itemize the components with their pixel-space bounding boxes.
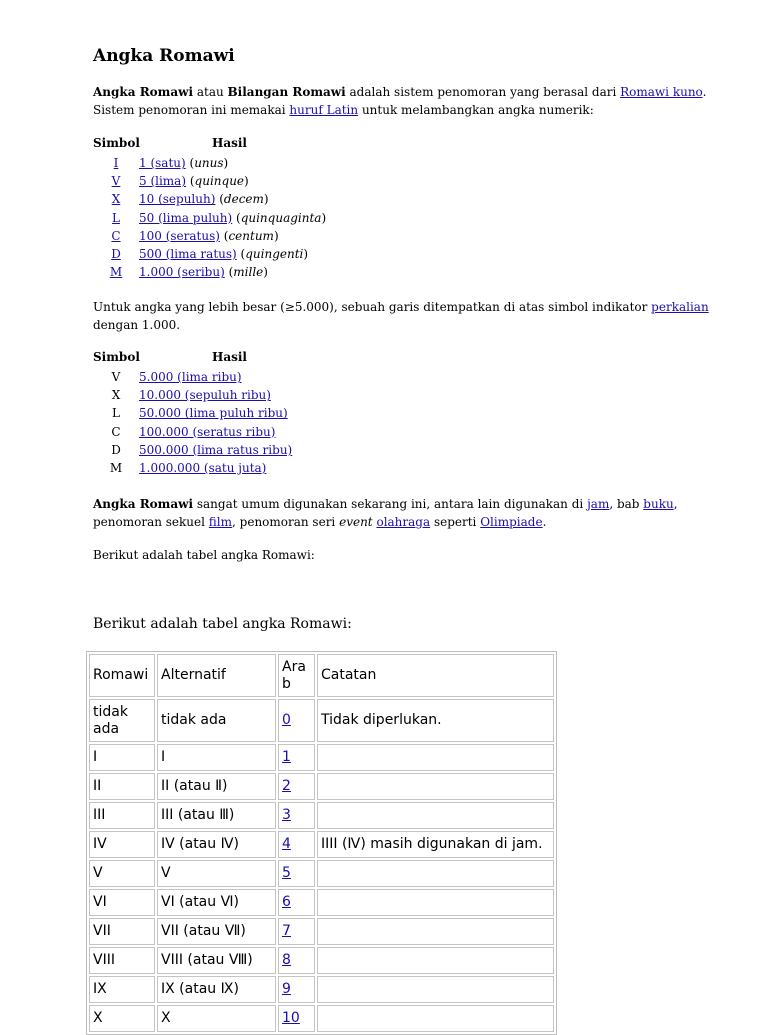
result-cell bbox=[139, 190, 326, 208]
header-symbol: Simbol bbox=[93, 136, 140, 150]
paragraph-large-numbers bbox=[93, 299, 709, 334]
table-caption: Berikut adalah tabel angka Romawi: bbox=[93, 616, 352, 632]
symbol-row bbox=[93, 209, 326, 227]
latin-name: unus bbox=[194, 156, 224, 170]
cell-catatan bbox=[317, 860, 554, 887]
cell-arab bbox=[278, 860, 315, 887]
value-link[interactable]: 100.000 (seratus ribu) bbox=[139, 424, 276, 439]
latin-name: mille bbox=[233, 265, 264, 280]
paragraph-table-intro: Berikut adalah tabel angka Romawi: bbox=[93, 548, 315, 562]
symbol-row bbox=[93, 386, 292, 404]
arab-number-link[interactable]: 3 bbox=[282, 807, 291, 823]
paragraph-text: penomoran sekuel bbox=[93, 514, 209, 529]
table-row bbox=[89, 831, 554, 858]
arab-number-link[interactable]: 10 bbox=[282, 1010, 300, 1026]
paragraph-text: , bbox=[673, 497, 678, 511]
symbol-overlined: M bbox=[109, 460, 123, 475]
table-row bbox=[89, 860, 554, 887]
symbol-row bbox=[93, 441, 292, 459]
cell-catatan bbox=[317, 744, 554, 771]
symbol-table-header bbox=[93, 350, 292, 368]
intro-text: adalah sistem penomoran yang berasal dari bbox=[345, 85, 621, 99]
arab-number-link[interactable]: 5 bbox=[282, 865, 291, 881]
symbol-row bbox=[93, 172, 326, 190]
table-row bbox=[89, 699, 554, 742]
cell-arab bbox=[278, 744, 315, 771]
header-arab: Ara b bbox=[278, 654, 315, 697]
arab-number-link[interactable]: 4 bbox=[282, 836, 291, 852]
cell-catatan: IIII (Ⅳ) masih digunakan di jam. bbox=[317, 831, 554, 858]
cell-catatan bbox=[317, 947, 554, 974]
table-row bbox=[89, 947, 554, 974]
arab-number-link[interactable]: 2 bbox=[282, 778, 291, 794]
paren-close: ) bbox=[263, 192, 269, 207]
cell-arab bbox=[278, 699, 315, 742]
latin-name: quinque bbox=[194, 174, 245, 189]
result-cell bbox=[139, 459, 292, 477]
symbol-table-1 bbox=[93, 136, 326, 281]
symbol-link[interactable]: M bbox=[109, 265, 123, 280]
symbol-row bbox=[93, 404, 292, 422]
symbol-table-2 bbox=[93, 350, 292, 477]
value-link[interactable]: 10 (sepuluh) bbox=[139, 192, 216, 207]
result-cell bbox=[139, 263, 326, 281]
cell-romawi: tidak ada bbox=[89, 699, 155, 742]
header-alternatif: Alternatif bbox=[157, 654, 276, 697]
cell-alternatif: IV (atau Ⅳ) bbox=[157, 831, 276, 858]
intro-text: . bbox=[702, 85, 707, 99]
cell-alternatif: VI (atau Ⅵ) bbox=[157, 889, 276, 916]
cell-arab bbox=[278, 918, 315, 945]
cell-romawi: I bbox=[89, 744, 155, 771]
intro-bold-term: Angka Romawi bbox=[93, 85, 194, 99]
result-cell bbox=[139, 441, 292, 459]
paren-open: ( bbox=[219, 228, 229, 243]
arab-number-link[interactable]: 9 bbox=[282, 981, 291, 997]
paren-close: ) bbox=[273, 228, 279, 243]
symbol-overlined: L bbox=[112, 406, 120, 421]
table-header-row bbox=[89, 654, 554, 697]
table-row bbox=[89, 1005, 554, 1032]
cell-arab bbox=[278, 889, 315, 916]
paragraph-text: seperti bbox=[430, 514, 481, 529]
symbol-overlined: D bbox=[111, 442, 121, 457]
symbol-link[interactable]: L bbox=[112, 210, 120, 225]
cell-alternatif: X bbox=[157, 1005, 276, 1032]
paren-open: ( bbox=[232, 210, 241, 225]
cell-alternatif: V bbox=[157, 860, 276, 887]
cell-alternatif: I bbox=[157, 744, 276, 771]
value-link[interactable]: 50.000 (lima puluh ribu) bbox=[139, 406, 288, 421]
cell-romawi: VI bbox=[89, 889, 155, 916]
arab-number-link[interactable]: 8 bbox=[282, 952, 291, 968]
value-link[interactable]: 100 (seratus) bbox=[139, 228, 220, 243]
cell-catatan bbox=[317, 918, 554, 945]
link-film[interactable]: film bbox=[208, 514, 233, 529]
header-catatan: Catatan bbox=[317, 654, 554, 697]
cell-romawi: VII bbox=[89, 918, 155, 945]
link-romawi-kuno[interactable]: Romawi kuno bbox=[620, 85, 703, 99]
symbol-link[interactable]: D bbox=[111, 246, 121, 261]
paragraph-text: , penomoran seri bbox=[232, 514, 340, 529]
cell-catatan bbox=[317, 773, 554, 800]
link-jam[interactable]: jam bbox=[587, 497, 610, 511]
cell-alternatif: VIII (atau Ⅷ) bbox=[157, 947, 276, 974]
paren-close: ) bbox=[321, 210, 327, 225]
cell-alternatif: VII (atau Ⅶ) bbox=[157, 918, 276, 945]
symbol-row bbox=[93, 263, 326, 281]
header-romawi: Romawi bbox=[89, 654, 155, 697]
cell-catatan: Tidak diperlukan. bbox=[317, 699, 554, 742]
symbol-row bbox=[93, 154, 326, 172]
result-cell bbox=[139, 386, 292, 404]
intro-bold-term-2: Bilangan Romawi bbox=[227, 85, 346, 99]
cell-alternatif: II (atau Ⅱ) bbox=[157, 773, 276, 800]
page-title: Angka Romawi bbox=[93, 46, 235, 66]
header-result: Hasil bbox=[212, 136, 247, 150]
cell-romawi: X bbox=[89, 1005, 155, 1032]
cell-arab bbox=[278, 773, 315, 800]
result-cell bbox=[139, 209, 326, 227]
cell-romawi: V bbox=[89, 860, 155, 887]
cell-arab bbox=[278, 1005, 315, 1032]
paragraph-text: sangat umum digunakan sekarang ini, antara lain digunakan di bbox=[193, 497, 588, 511]
italic-term: event bbox=[339, 514, 373, 529]
cell-catatan bbox=[317, 802, 554, 829]
cell-romawi: II bbox=[89, 773, 155, 800]
arab-number-link[interactable]: 0 bbox=[282, 712, 291, 728]
header-symbol: Simbol bbox=[93, 350, 140, 364]
value-link[interactable]: 5.000 (lima ribu) bbox=[139, 370, 242, 384]
link-huruf-latin[interactable]: huruf Latin bbox=[289, 102, 359, 117]
table-row bbox=[89, 773, 554, 800]
cell-catatan bbox=[317, 889, 554, 916]
intro-text: Sistem penomoran ini memakai bbox=[93, 102, 290, 117]
result-cell bbox=[139, 227, 326, 245]
cell-romawi: III bbox=[89, 802, 155, 829]
arab-number-link[interactable]: 1 bbox=[282, 749, 291, 765]
cell-romawi: VIII bbox=[89, 947, 155, 974]
latin-name: centum bbox=[228, 228, 274, 243]
table-row bbox=[89, 889, 554, 916]
latin-name: quingenti bbox=[245, 246, 304, 261]
symbol-link[interactable]: V bbox=[111, 174, 121, 189]
cell-arab bbox=[278, 831, 315, 858]
table-row bbox=[89, 802, 554, 829]
symbol-link[interactable]: I bbox=[113, 156, 119, 170]
link-olahraga[interactable]: olahraga bbox=[376, 514, 431, 529]
value-link[interactable]: 500 (lima ratus) bbox=[139, 246, 237, 261]
symbol-row bbox=[93, 245, 326, 263]
value-link[interactable]: 10.000 (sepuluh ribu) bbox=[139, 388, 271, 403]
value-link[interactable]: 5 (lima) bbox=[139, 174, 187, 189]
symbol-row bbox=[93, 459, 292, 477]
paragraph-text: Untuk angka yang lebih besar (≥5.000), sebuah garis ditempatkan di atas simbol indikator bbox=[93, 300, 652, 314]
cell-romawi: IV bbox=[89, 831, 155, 858]
arab-number-link[interactable]: 7 bbox=[282, 923, 291, 939]
paragraph-text: dengan 1.000. bbox=[93, 317, 181, 332]
paren-close: ) bbox=[244, 174, 249, 189]
link-perkalian[interactable]: perkalian bbox=[651, 300, 709, 314]
cell-alternatif: III (atau Ⅲ) bbox=[157, 802, 276, 829]
result-cell bbox=[139, 404, 292, 422]
cell-arab bbox=[278, 802, 315, 829]
paragraph-text: , bab bbox=[609, 497, 644, 511]
paren-close: ) bbox=[223, 156, 229, 170]
cell-arab bbox=[278, 976, 315, 1003]
symbol-overlined: V bbox=[111, 370, 121, 384]
cell-alternatif: IX (atau Ⅸ) bbox=[157, 976, 276, 1003]
header-result: Hasil bbox=[212, 350, 247, 364]
result-cell bbox=[139, 423, 292, 441]
intro-paragraph bbox=[93, 84, 706, 119]
intro-text: untuk melambangkan angka numerik: bbox=[358, 102, 594, 117]
table-row bbox=[89, 744, 554, 771]
symbol-link[interactable]: X bbox=[111, 192, 121, 207]
symbol-overlined: C bbox=[111, 424, 121, 439]
cell-catatan bbox=[317, 976, 554, 1003]
paren-open: ( bbox=[215, 192, 224, 207]
roman-numeral-table bbox=[86, 651, 557, 1035]
table-row bbox=[89, 918, 554, 945]
link-buku[interactable]: buku bbox=[643, 497, 674, 511]
symbol-overlined: X bbox=[111, 388, 121, 403]
latin-name: decem bbox=[223, 192, 264, 207]
cell-alternatif: tidak ada bbox=[157, 699, 276, 742]
symbol-row bbox=[93, 190, 326, 208]
result-cell bbox=[139, 245, 326, 263]
symbol-table-header bbox=[93, 136, 326, 154]
cell-arab bbox=[278, 947, 315, 974]
paren-close: ) bbox=[263, 265, 268, 280]
cell-catatan bbox=[317, 1005, 554, 1032]
paragraph-usage bbox=[93, 496, 678, 531]
paren-open: ( bbox=[224, 265, 234, 280]
arab-number-link[interactable]: 6 bbox=[282, 894, 291, 910]
value-link[interactable]: 500.000 (lima ratus ribu) bbox=[139, 442, 293, 457]
latin-name: quinquaginta bbox=[240, 210, 322, 225]
usage-bold-term: Angka Romawi bbox=[93, 497, 194, 511]
link-olimpiade[interactable]: Olimpiade bbox=[480, 514, 543, 529]
paren-open: ( bbox=[185, 156, 195, 170]
value-link[interactable]: 1 (satu) bbox=[139, 156, 186, 170]
result-cell bbox=[139, 154, 326, 172]
symbol-row bbox=[93, 227, 326, 245]
intro-text: atau bbox=[193, 85, 228, 99]
cell-romawi: IX bbox=[89, 976, 155, 1003]
value-link[interactable]: 50 (lima puluh) bbox=[139, 210, 233, 225]
paren-open: ( bbox=[236, 246, 246, 261]
symbol-row bbox=[93, 423, 292, 441]
value-link[interactable]: 1.000.000 (satu juta) bbox=[139, 460, 267, 475]
paragraph-text: . bbox=[542, 514, 547, 529]
paren-open: ( bbox=[186, 174, 195, 189]
result-cell bbox=[139, 368, 292, 386]
symbol-link[interactable]: C bbox=[111, 228, 121, 243]
result-cell bbox=[139, 172, 326, 190]
table-row bbox=[89, 976, 554, 1003]
symbol-row bbox=[93, 368, 292, 386]
value-link[interactable]: 1.000 (seribu) bbox=[139, 265, 225, 280]
paren-close: ) bbox=[303, 246, 309, 261]
